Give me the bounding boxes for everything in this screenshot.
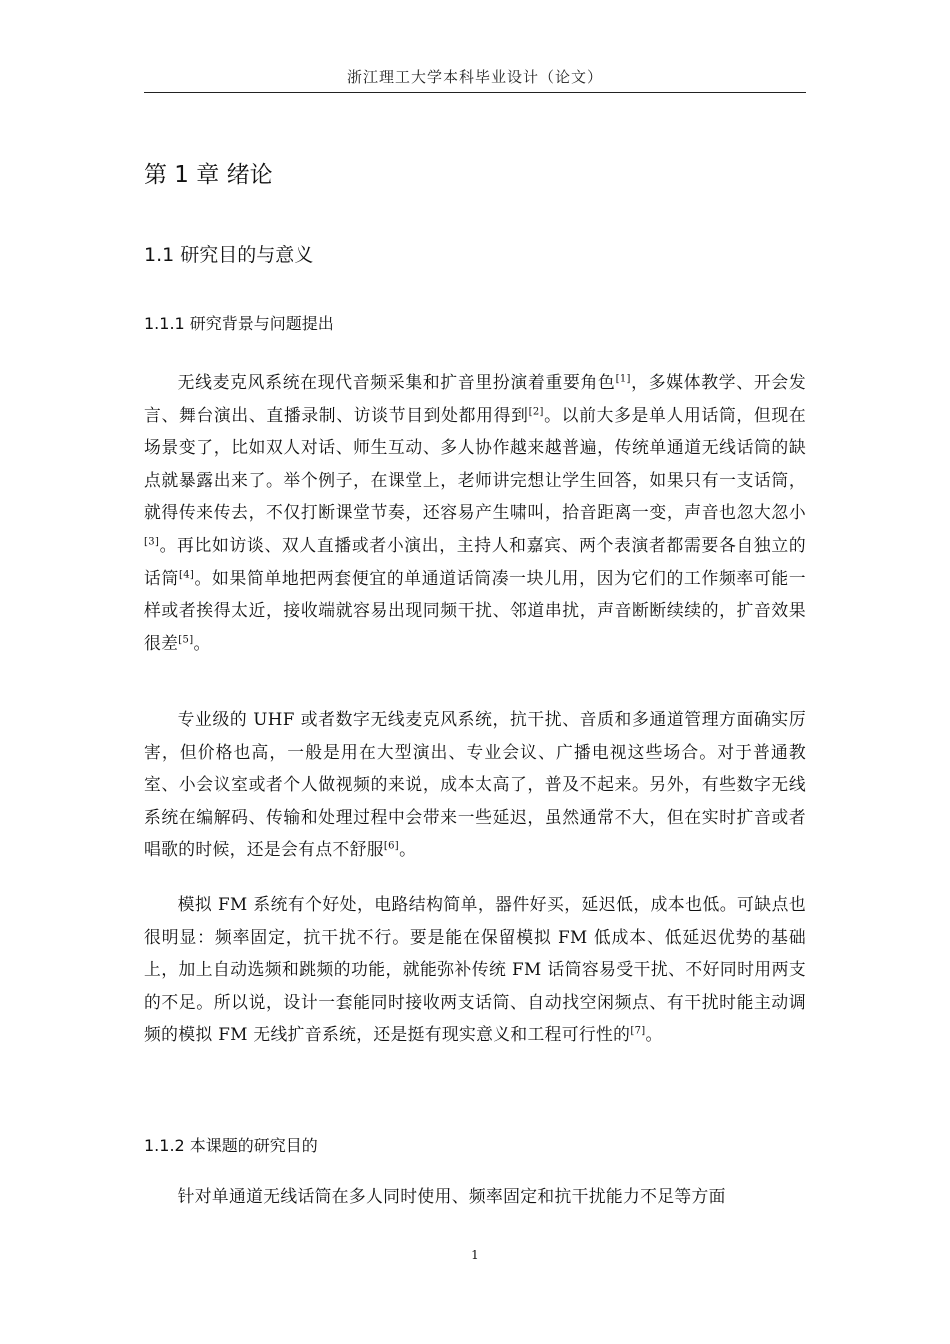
chapter-title: 第 1 章 绪论	[144, 162, 273, 188]
text-segment: 。如果简单地把两套便宜的单通道话筒凑一块儿用，因为它们的工作频率可能一样或者挨得太近，接收端就容易出现同频干扰、邻道串扰，声音断断续续的，扩音效果很差	[144, 567, 806, 653]
text-segment: 。再比如访谈、双人直播或者小演出，主持人和嘉宾、两个表演者都需要各自独立的话筒	[144, 534, 806, 588]
running-header: 浙江理工大学本科毕业设计（论文）	[346, 68, 603, 86]
subsection-title: 1.1.2 本课题的研究目的	[144, 1136, 318, 1155]
text-segment: 模拟 FM 系统有个好处，电路结构简单，器件好买，延迟低，成本也低。可缺点也很明显：频率固定，抗干扰不行。要是能在保留模拟 FM 低成本、低延迟优势的基础上，加上自动选频和跳频的功能，就能弥补传统 FM 话筒容易受干扰、不好同时用两支的不足。所以说，设计一套能同时接收两支话筒、自动找空闲频点、有干扰时能主动调频的模拟 FM 无线扩音系统，还是挺有现实意义和工程可行性的	[144, 894, 806, 1045]
text-segment: 。	[193, 632, 211, 653]
text-segment: ，多媒体教学、开会发言、舞台演出、直播录制、访谈节目到处都用得到	[144, 372, 806, 425]
text-segment: 。	[645, 1024, 663, 1045]
subsection-title: 1.1.1 研究背景与问题提出	[144, 314, 334, 333]
citation: [2]	[528, 406, 544, 417]
section-title: 1.1 研究目的与意义	[144, 244, 314, 266]
citation: [6]	[383, 840, 400, 852]
paragraph	[144, 888, 806, 1051]
citation: [1]	[615, 373, 631, 385]
header-rule	[144, 92, 806, 93]
text-segment: 。以前大多是单人用话筒，但现在场景变了，比如双人对话、师生互动、多人协作越来越普遍，传统单通道无线话筒的缺点就暴露出来了。举个例子，在课堂上，老师讲完想让学生回答，如果只有一支话筒，就得传来传去，不仅打断课堂节奏，还容易产生啸叫，拾音距离一变，声音也忽大忽小	[144, 404, 806, 523]
text-segment: 无线麦克风系统在现代音频采集和扩音里扮演着重要角色	[177, 372, 616, 392]
citation: [7]	[630, 1025, 646, 1037]
citation: [4]	[178, 568, 195, 580]
paragraph	[144, 703, 806, 866]
text-segment: 专业级的 UHF 或者数字无线麦克风系统，抗干扰、音质和多通道管理方面确实厉害，但价格也高，一般是用在大型演出、专业会议、广播电视这些场合。对于普通教室、小会议室或者个人做视频的来说，成本太高了，普及不起来。另外，有些数字无线系统在编解码、传输和处理过程中会带来一些延迟，虽然通常不大，但在实时扩音或者唱歌的时候，还是会有点不舒服	[144, 709, 806, 860]
text-segment: 针对单通道无线话筒在多人同时使用、频率固定和抗干扰能力不足等方面	[177, 1186, 726, 1206]
paragraph	[144, 1180, 806, 1213]
page-number: 1	[471, 1248, 479, 1262]
citation: [5]	[178, 634, 194, 646]
paragraph	[144, 366, 806, 659]
citation: [3]	[144, 536, 160, 548]
text-segment: 。	[399, 839, 417, 860]
